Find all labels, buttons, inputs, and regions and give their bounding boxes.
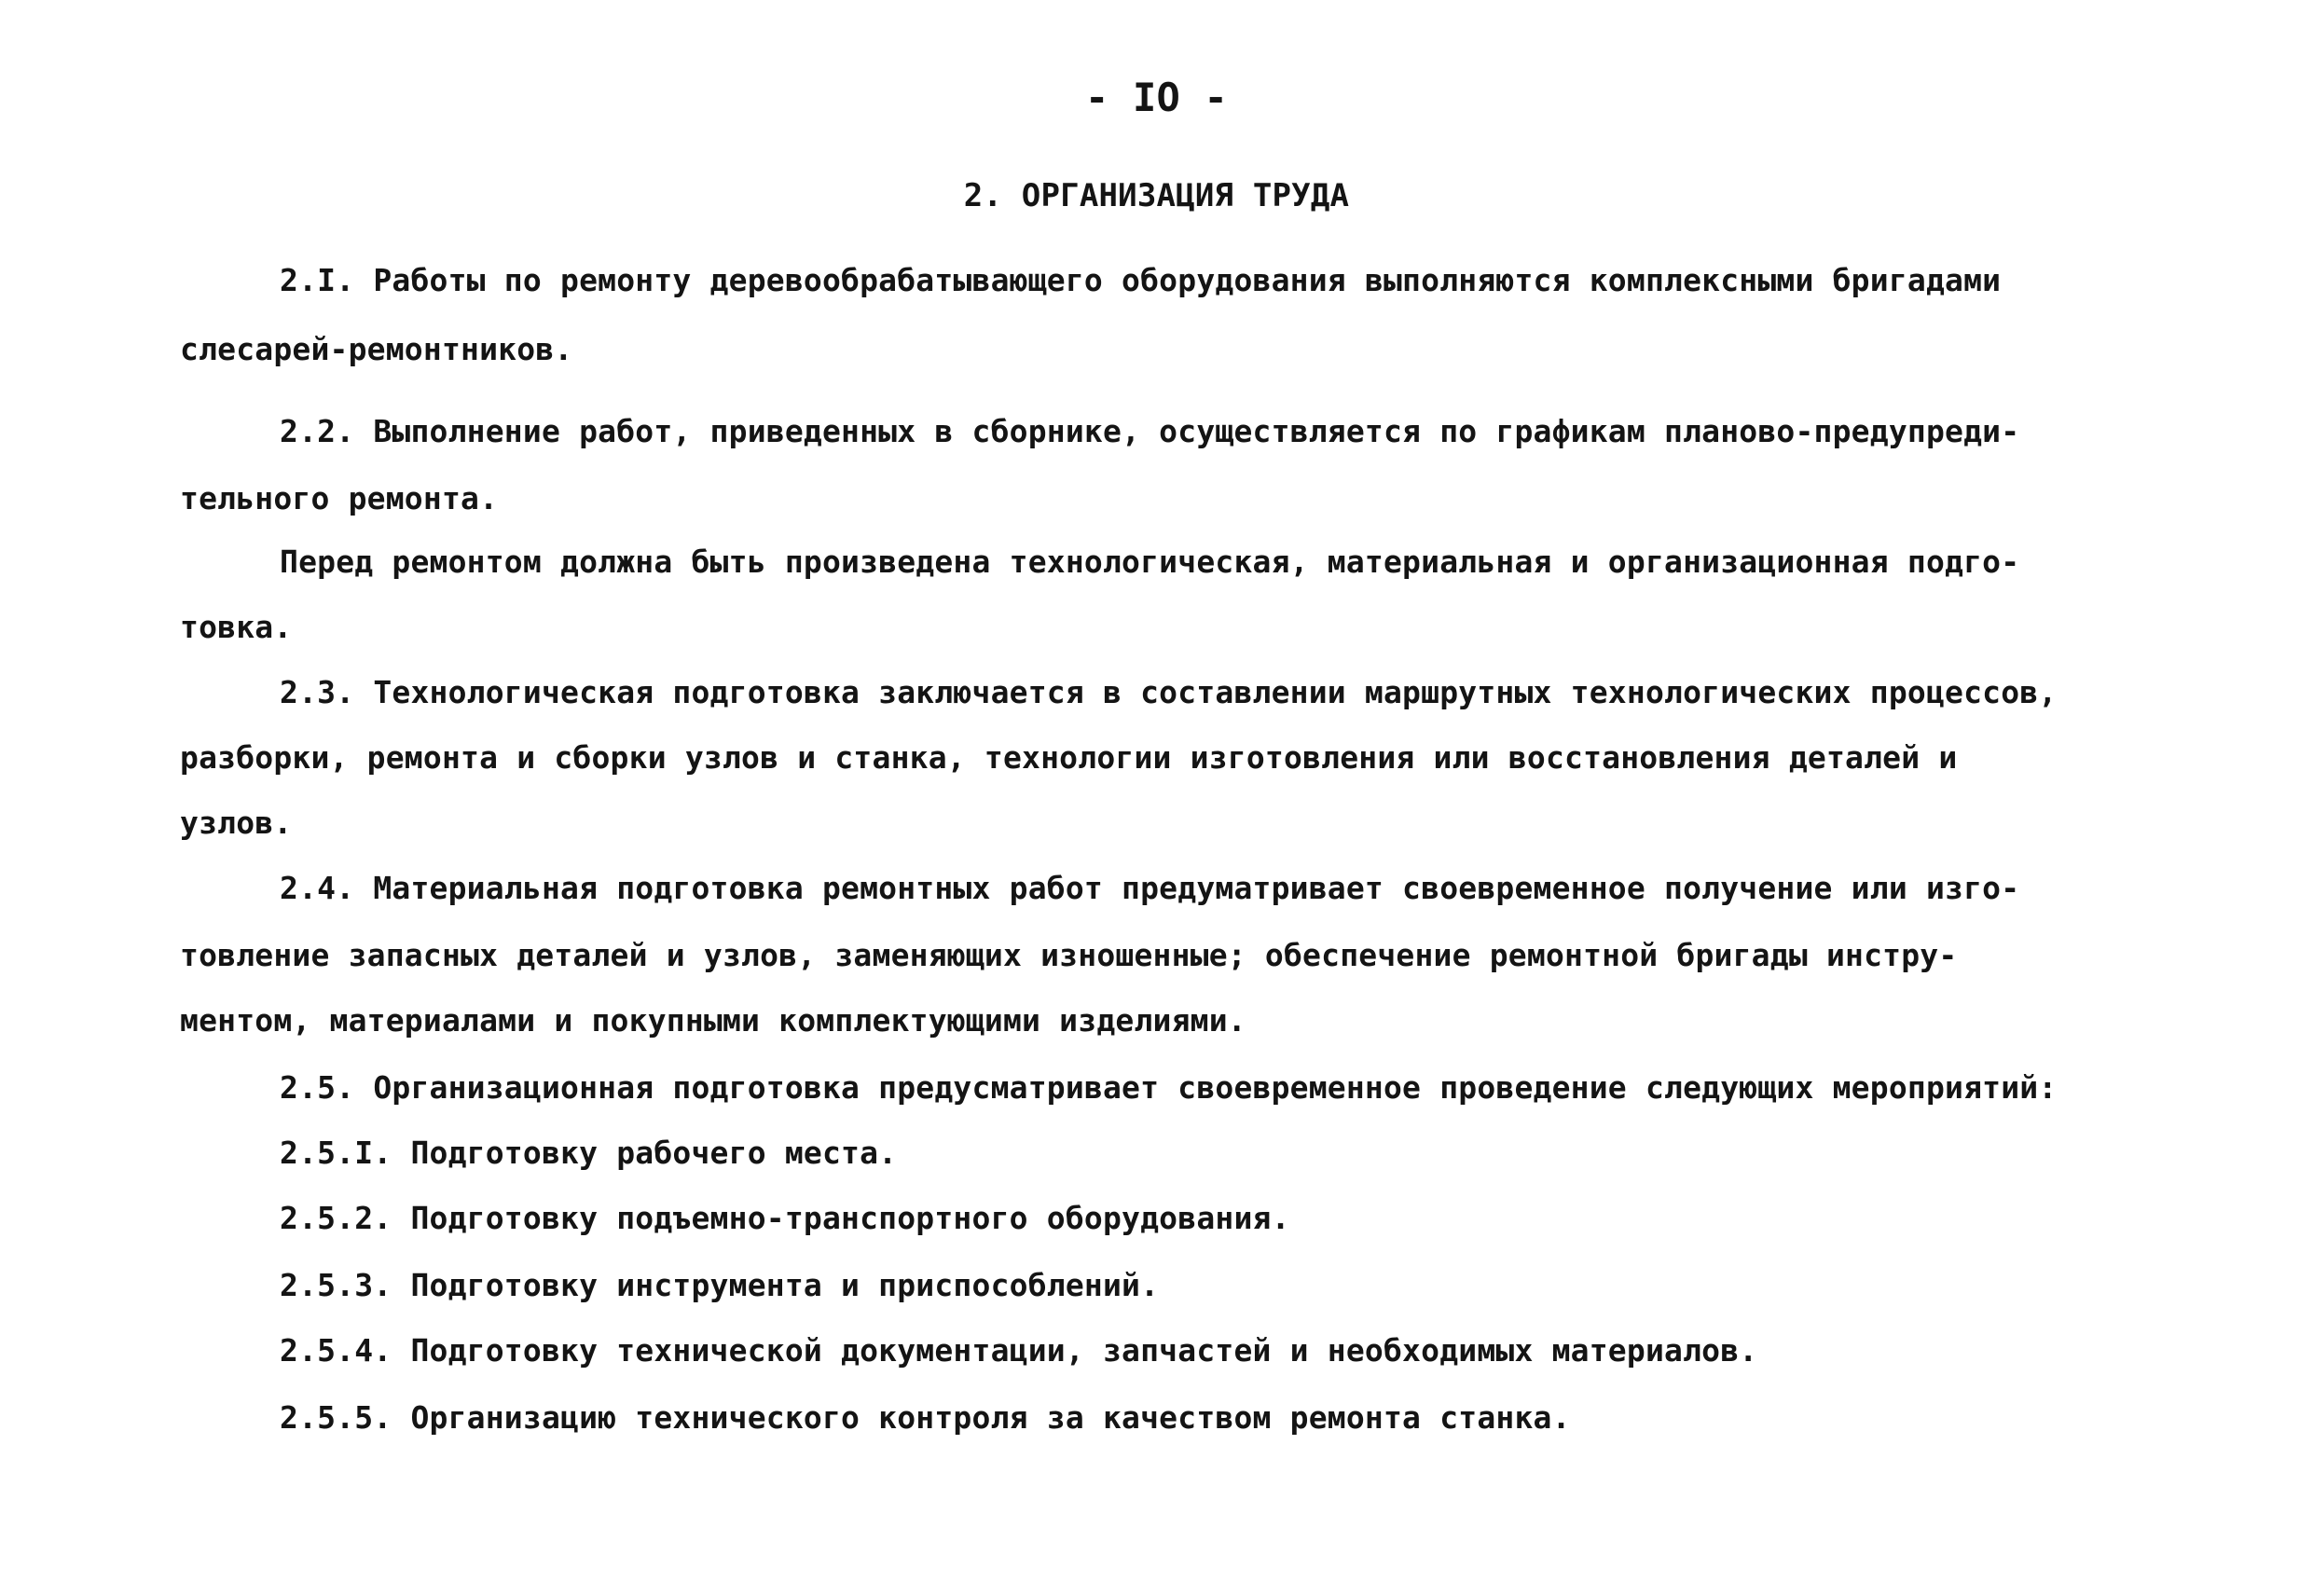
list-item: 2.5.I. Подготовку рабочего места. (280, 1135, 898, 1171)
list-item: 2.5.2. Подготовку подъемно-транспортного оборудования. (280, 1200, 1290, 1236)
paragraph-2-4-line-3: ментом, материалами и покупными комплектующими изделиями. (180, 1002, 1246, 1039)
page-number: - IO - (1085, 75, 1228, 120)
paragraph-2-2-line-2: тельного ремонта. (180, 480, 499, 516)
list-item: 2.5.5. Организацию технического контроля за качеством ремонта станка. (280, 1399, 1571, 1436)
paragraph-2-2b-line-2: товка. (180, 609, 293, 645)
paragraph-2-3-line-3: узлов. (180, 805, 293, 841)
section-heading: 2. ОРГАНИЗАЦИЯ ТРУДА (963, 177, 1350, 214)
paragraph-2-3-line-2: разборки, ремонта и сборки узлов и станка, технологии изготовления или восстановления деталей и (180, 739, 1958, 776)
paragraph-2-2b-line-1: Перед ремонтом должна быть произведена технологическая, материальная и организационная подго- (280, 543, 2020, 580)
paragraph-2-5-line-1: 2.5. Организационная подготовка предусматривает своевременное проведение следующих мероприятий: (280, 1069, 2058, 1106)
paragraph-2-4-line-1: 2.4. Материальная подготовка ремонтных работ предуматривает своевременное получение или изго- (280, 870, 2020, 906)
list-item: 2.5.3. Подготовку инструмента и приспособлений. (280, 1267, 1160, 1303)
list-item: 2.5.4. Подготовку технической документации, запчастей и необходимых материалов. (280, 1332, 1758, 1369)
paragraph-2-1-line-2: слесарей-ремонтников. (180, 331, 573, 367)
paragraph-2-4-line-2: товление запасных деталей и узлов, заменяющих изношенные; обеспечение ремонтной бригады инстру- (180, 937, 1958, 973)
paragraph-2-1-line-1: 2.I. Работы по ремонту деревообрабатывающего оборудования выполняются комплексными бригадами (280, 262, 2002, 298)
paragraph-2-3-line-1: 2.3. Технологическая подготовка заключается в составлении маршрутных технологических процессов, (280, 674, 2058, 710)
paragraph-2-2-line-1: 2.2. Выполнение работ, приведенных в сборнике, осуществляется по графикам планово-предупреди- (280, 413, 2020, 449)
